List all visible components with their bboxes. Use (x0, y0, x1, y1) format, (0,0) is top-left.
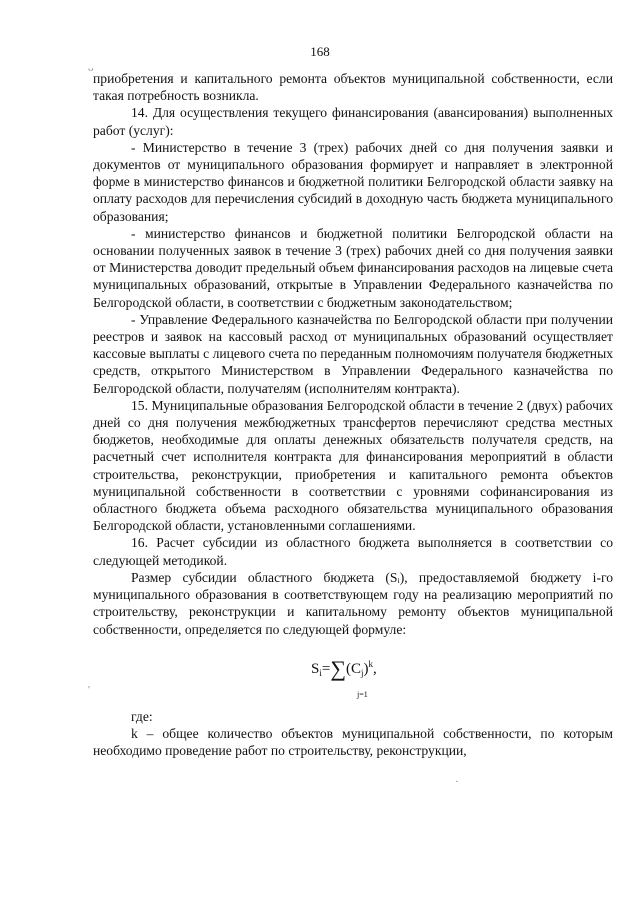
formula-trail: , (373, 660, 377, 677)
paragraph: k – общее количество объектов муниципальной собственности, по которым необходимо проведение работ по строительству, реконструкции, (93, 725, 613, 759)
subsidy-formula (93, 638, 613, 708)
formula-term-close: ) (363, 660, 369, 677)
paragraph: 15. Муниципальные образования Белгородской области в течение 2 (двух) рабочих дней со дня получения межбюджетных трансфертов перечисляют средства местных бюджетов, необходимые для оплаты денежных обязательств получателя средств, на расчетный счет исполнителя контракта для финансирования мероприятий в области строительства, реконструкции, приобретения и капитального ремонта объектов муниципальной собственности в соответствии с уровнями софинансирования из областного бюджета объема расходного обязательства муниципального образования Белгородской области, установленными соглашениями. (93, 397, 613, 534)
formula-equals: = (321, 660, 331, 677)
scan-mark: ᴗ (88, 62, 94, 74)
scan-mark: · (455, 776, 459, 788)
sum-lower-limit: j=1 (357, 689, 368, 699)
where-label: где: (131, 708, 153, 724)
paragraph: - Управление Федерального казначейства по Белгородской области при получении реестров и заявок на кассовый расход от муниципальных образований осуществляет кассовые выплаты с лицевого счета по переданным полномочиям получателя бюджетных средств, открытого Министерством в Управлении Федерального казначейства по Белгородской области, получателям (исполнителям контракта). (93, 311, 613, 396)
formula-lhs: S (311, 660, 320, 677)
paragraph: - Министерство в течение 3 (трех) рабочих дней со дня получения заявки и документов от муниципального образования формирует и направляет в электронной форме в министерство финансов и бюджетной политики Белгородской области заявку на оплату расходов для перечисления субсидий в доходную часть бюджета муниципального образования; (93, 139, 613, 224)
formula-term-subscript: j (361, 667, 364, 678)
document-body (93, 70, 613, 759)
paragraph: - министерство финансов и бюджетной политики Белгородской области на основании полученных заявок в течение 3 (трех) рабочих дней со дня получения заявки от Министерства доводит предельный объем финансирования расходов на лицевые счета муниципальных образований, открытые в Управлении Федерального казначейства по Белгородской области, в соответствии с бюджетным законодательством; (93, 225, 613, 310)
paragraph: 14. Для осуществления текущего финансирования (авансирования) выполненных работ (услуг): (93, 105, 613, 138)
scan-mark: ' (88, 684, 90, 696)
sigma-symbol: ∑ (330, 655, 347, 681)
page-number: 168 (310, 44, 330, 59)
formula-lhs-subscript: i (319, 667, 322, 678)
paragraph: Размер субсидии областного бюджета (Sᵢ), предоставляемой бюджету i-го муниципального образования в соответствующем году на реализацию мероприятий по строительству, реконструкции и капитальному ремонту объектов муниципальной собственности, определяется по следующей формуле: (93, 569, 613, 637)
paragraph: приобретения и капитального ремонта объектов муниципальной собственности, если такая потребность возникла. (93, 71, 613, 104)
formula-power: k (368, 658, 374, 669)
paragraph: 16. Расчет субсидии из областного бюджета выполняется в соответствии со следующей методикой. (93, 535, 613, 568)
formula-term: (C (346, 660, 362, 677)
